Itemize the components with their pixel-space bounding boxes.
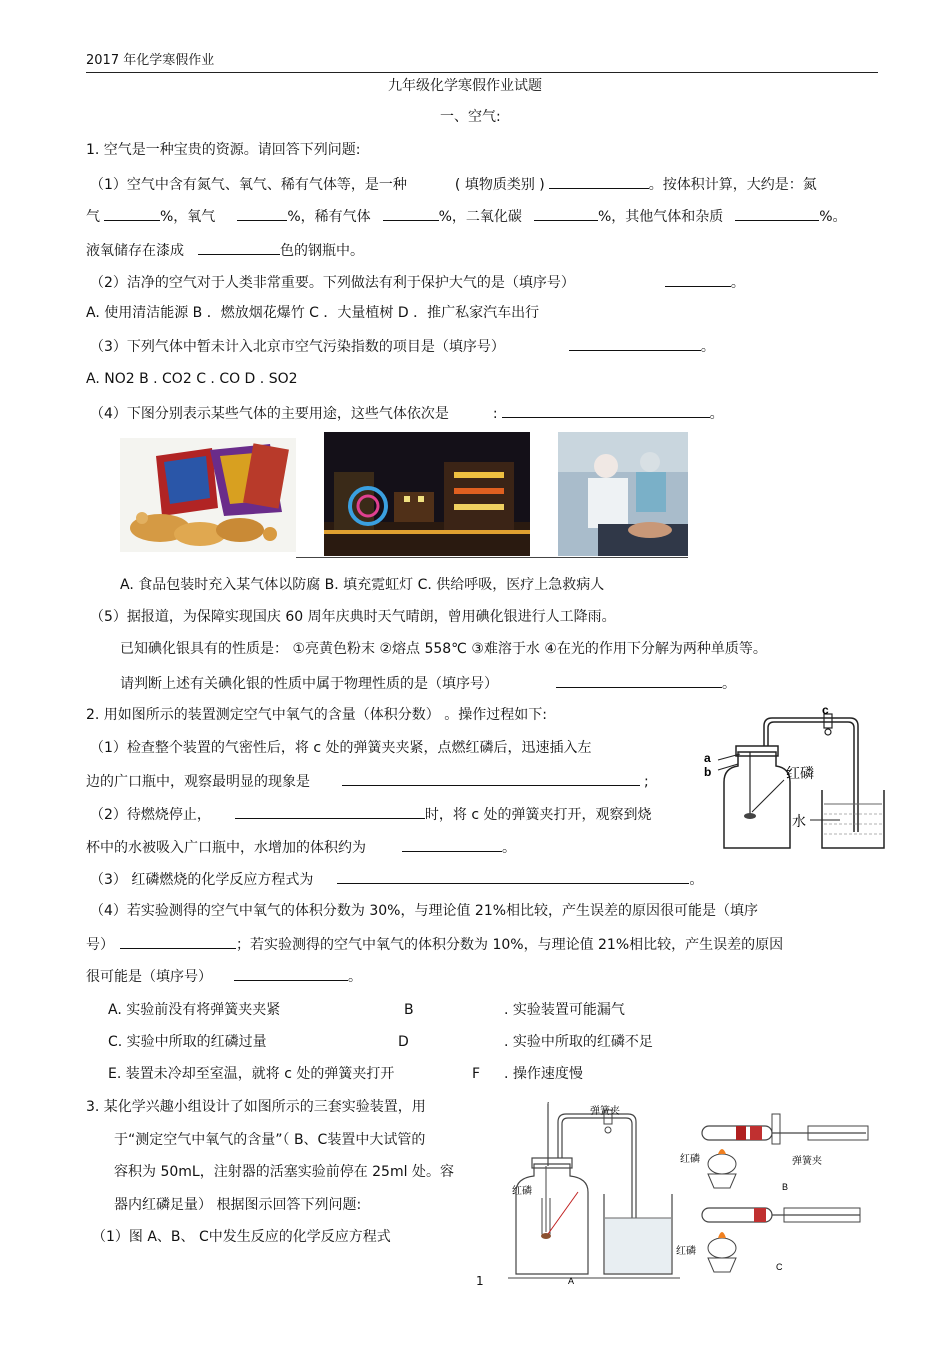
label-red-phosphorus-b: 红磷: [680, 1154, 700, 1165]
q1-part1-hint: ( 填物质类别 ): [454, 177, 545, 193]
text: 很可能是（填序号）: [86, 969, 212, 985]
q2-option-f-text: . 操作速度慢: [504, 1066, 583, 1082]
apparatus-a-figure: [508, 1102, 680, 1286]
label-apparatus-b: B: [782, 1182, 789, 1192]
text: 边的广口瓶中，观察最明显的现象是: [86, 774, 310, 790]
answer-blank[interactable]: [342, 771, 640, 786]
q3-line1: 3. 某化学兴趣小组设计了如图所示的三套实验装置，用: [86, 1099, 426, 1115]
text: %，二氧化碳: [438, 209, 522, 225]
text: %，稀有气体: [287, 209, 371, 225]
q1-part2-options: A. 使用清洁能源 B ．燃放烟花爆竹 C ．大量植树 D ．推广私家汽车出行: [86, 305, 540, 321]
header-rule: [86, 72, 878, 73]
label-red-phosphorus-a: 红磷: [512, 1186, 532, 1197]
q1-part5-question: [120, 673, 736, 693]
text: （2）洁净的空气对于人类非常重要。下列做法有利于保护大气的是（填序号）: [90, 275, 575, 291]
q2-step1a: （1）检查整个装置的气密性后，将 c 处的弹簧夹夹紧，点燃红磷后，迅速插入左: [90, 740, 592, 756]
q2-step2b: [86, 837, 516, 857]
text: 色的钢瓶中。: [280, 243, 364, 259]
q2-option-e: E. 装置未冷却至室温，就将 c 处的弹簧夹打开: [108, 1066, 395, 1082]
answer-blank[interactable]: [665, 272, 731, 287]
answer-blank[interactable]: [735, 206, 819, 221]
text: 。: [722, 676, 736, 692]
label-spring-clip-b: 弹簧夹: [792, 1156, 822, 1167]
q2-step4b: [86, 934, 783, 954]
answer-blank[interactable]: [556, 673, 722, 688]
answer-blank[interactable]: [569, 336, 701, 351]
q3-part1: （1）图 A、B、 C中发生反应的化学反应方程式: [92, 1229, 391, 1245]
q1-part1-text: （1）空气中含有氮气、氧气、稀有气体等，是一种: [90, 177, 407, 193]
label-apparatus-c: C: [776, 1262, 783, 1272]
answer-blank[interactable]: [237, 206, 287, 221]
medical-rescue-photo: [558, 432, 688, 556]
photo-baseline: [296, 557, 688, 558]
q1-part5-props: 已知碘化银具有的性质是： ①亮黄色粉末 ②熔点 558℃ ③难溶于水 ④在光的作用下分解为两种单质等。: [120, 641, 767, 657]
q1-part4-caption: A. 食品包装时充入某气体以防腐 B. 填充霓虹灯 C. 供给呼吸，医疗上急救病人: [120, 577, 605, 593]
text: ；若实验测得的空气中氧气的体积分数为 10%，与理论值 21%相比较，产生误差的原因: [236, 937, 784, 953]
q2-step3: [90, 869, 703, 889]
label-apparatus-a: A: [568, 1276, 575, 1286]
answer-blank[interactable]: [235, 804, 425, 819]
text: 气: [86, 209, 100, 225]
neon-lights-photo: [324, 432, 530, 556]
text: 。: [700, 339, 715, 355]
answer-blank[interactable]: [198, 240, 280, 255]
label-red-phosphorus-c: 红磷: [676, 1246, 696, 1257]
q2-option-b-text: . 实验装置可能漏气: [504, 1002, 625, 1018]
q1-intro: 1. 空气是一种宝贵的资源。请回答下列问题:: [86, 142, 361, 158]
text: 。: [730, 275, 745, 291]
q1-part4: [90, 403, 724, 423]
text: ;: [644, 774, 649, 790]
q2-intro: 2. 用如图所示的装置测定空气中氧气的含量（体积分数） 。操作过程如下:: [86, 707, 547, 723]
answer-blank[interactable]: [120, 934, 236, 949]
page-number: 1: [476, 1274, 484, 1288]
food-packaging-photo: [120, 438, 296, 552]
answer-blank[interactable]: [534, 206, 598, 221]
q2-option-d-text: . 实验中所取的红磷不足: [504, 1034, 653, 1050]
answer-blank[interactable]: [234, 966, 348, 981]
q2-option-b-letter: B: [404, 1002, 414, 1018]
q1-part1-line2: [86, 206, 847, 226]
section-heading: 一、空气:: [440, 109, 501, 125]
text: 号）: [86, 937, 114, 953]
label-red-phosphorus: 红磷: [786, 766, 814, 782]
label-b: b: [704, 765, 712, 779]
answer-blank[interactable]: [549, 174, 649, 189]
q1-part5: （5）据报道，为保障实现国庆 60 周年庆典时天气晴朗，曾用碘化银进行人工降雨。: [90, 609, 616, 625]
text: 。: [709, 406, 724, 422]
text: :: [492, 406, 498, 422]
text: %。: [819, 209, 847, 225]
text: 请判断上述有关碘化银的性质中属于物理性质的是（填序号）: [120, 676, 498, 692]
answer-blank[interactable]: [502, 403, 710, 418]
food-packaging-illustration: [120, 438, 296, 552]
q2-option-c: C. 实验中所取的红磷过量: [108, 1034, 267, 1050]
label-water: 水: [792, 814, 806, 830]
answer-blank[interactable]: [383, 206, 439, 221]
answer-blank[interactable]: [104, 206, 160, 221]
q2-step4a: （4）若实验测得的空气中氧气的体积分数为 30%，与理论值 21%相比较，产生误差的原因很可能是（填序: [90, 903, 759, 919]
answer-blank[interactable]: [402, 837, 502, 852]
text: （4）下图分别表示某些气体的主要用途，这些气体依次是: [90, 406, 449, 422]
header-title: 2017 年化学寒假作业: [86, 53, 215, 68]
apparatus-c-figure: [676, 1200, 870, 1280]
label-spring-clip: 弹簧夹: [590, 1106, 620, 1117]
text: 。: [502, 840, 516, 856]
q2-option-a: A. 实验前没有将弹簧夹夹紧: [108, 1002, 281, 1018]
text: （3）下列气体中暂未计入北京市空气污染指数的项目是（填序号）: [90, 339, 505, 355]
text: 。: [348, 969, 362, 985]
document-title: 九年级化学寒假作业试题: [388, 78, 542, 94]
q1-part1-line3: [86, 240, 364, 260]
text: （3） 红磷燃烧的化学反应方程式为: [90, 872, 314, 888]
q1-part1-line1: [90, 174, 817, 194]
text: %，其他气体和杂质: [597, 209, 724, 225]
q2-step4c: [86, 966, 362, 986]
label-c: c: [822, 704, 829, 717]
text: %，氧气: [160, 209, 216, 225]
q1-part2: [90, 272, 745, 292]
text: 。: [689, 872, 704, 888]
text: 时，将 c 处的弹簧夹打开，观察到烧: [424, 807, 652, 823]
q1-part3: [90, 336, 715, 356]
neon-lights-illustration: [324, 432, 530, 556]
text: 杯中的水被吸入广口瓶中，水增加的体积约为: [86, 840, 366, 856]
label-a: a: [704, 751, 711, 765]
q3-line3: 容积为 50mL，注射器的活塞实验前停在 25ml 处。容: [114, 1164, 454, 1180]
medical-rescue-illustration: [558, 432, 688, 556]
q1-part1-text2: 。按体积计算，大约是：氮: [648, 177, 817, 193]
answer-blank[interactable]: [337, 869, 689, 884]
q2-option-f-letter: F: [472, 1066, 481, 1082]
q3-line2: 于“测定空气中氧气的含量”（ B、C装置中大试管的: [114, 1132, 426, 1148]
apparatus-b-figure: [676, 1108, 870, 1194]
q2-option-d-letter: D: [398, 1034, 409, 1050]
oxygen-apparatus-figure: [700, 704, 890, 856]
q3-line4: 器内红磷足量） 根据图示回答下列问题:: [114, 1197, 362, 1213]
q1-part3-options: A. NO2 B . CO2 C . CO D . SO2: [86, 371, 298, 387]
spacer: [407, 175, 455, 189]
text: 液氧储存在漆成: [86, 243, 184, 259]
q2-step2a: [90, 804, 652, 824]
q2-step1b: [86, 771, 649, 791]
text: （2）待燃烧停止，: [90, 807, 211, 823]
